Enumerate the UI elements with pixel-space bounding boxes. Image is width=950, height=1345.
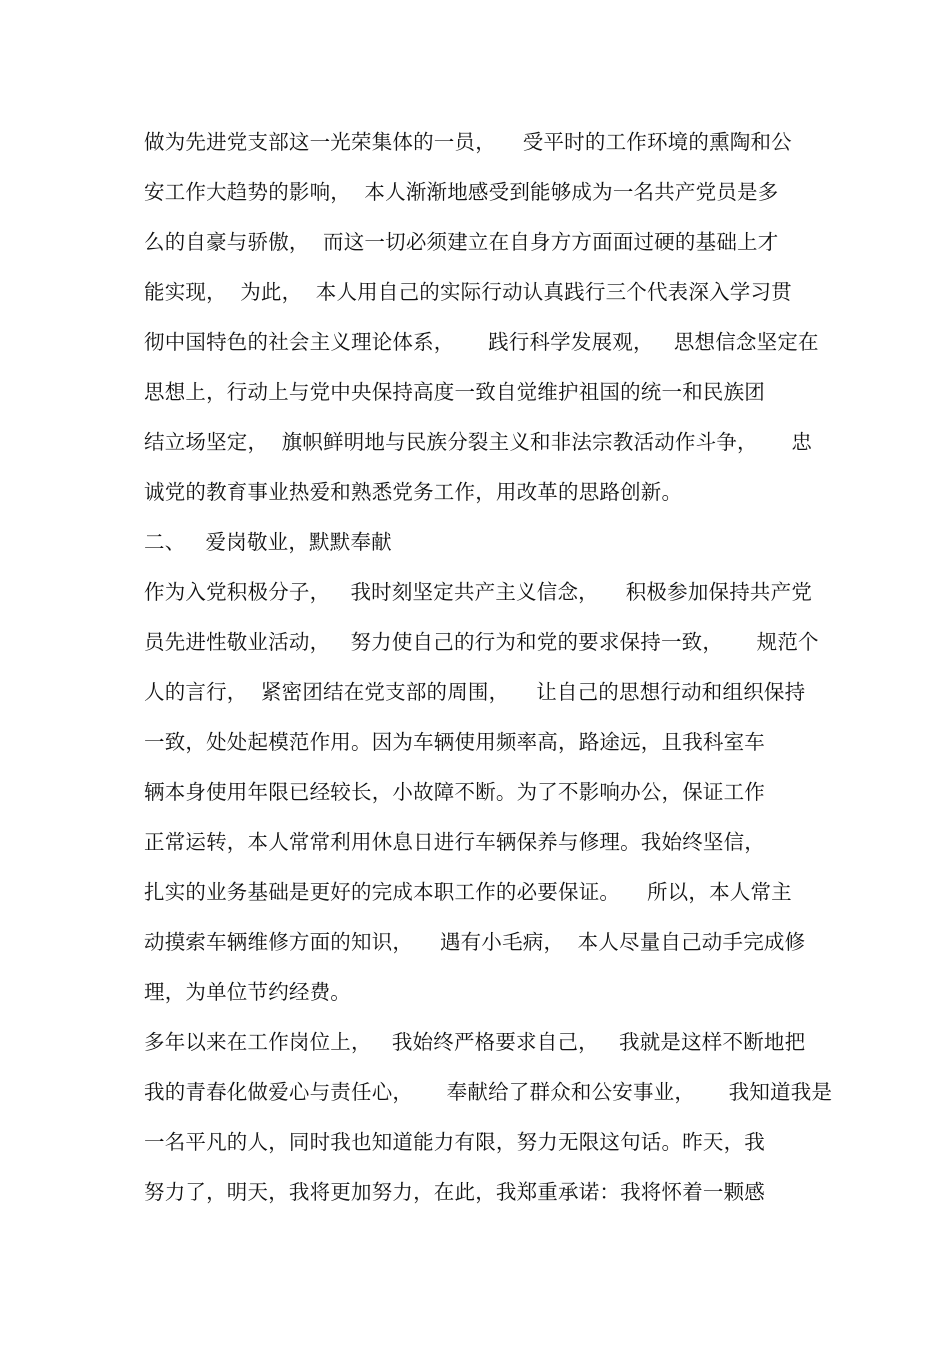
text-line: 思想上，行动上与党中央保持高度一致自觉维护祖国的统一和民族团 bbox=[144, 380, 765, 404]
text-line: 能实现， 为此， 本人用自己的实际行动认真践行三个代表深入学习贯 bbox=[144, 280, 792, 304]
text-line: 努力了，明天，我将更加努力，在此，我郑重承诺：我将怀着一颗感 bbox=[144, 1180, 765, 1204]
text-line: 多年以来在工作岗位上， 我始终严格要求自己， 我就是这样不断地把 bbox=[144, 1030, 806, 1054]
text-line: 作为入党积极分子， 我时刻坚定共产主义信念， 积极参加保持共产党 bbox=[144, 580, 813, 604]
text-line: 做为先进党支部这一光荣集体的一员， 受平时的工作环境的熏陶和公 bbox=[144, 130, 792, 154]
text-line: 我的青春化做爱心与责任心， 奉献给了群众和公安事业， 我知道我是 bbox=[144, 1080, 833, 1104]
text-line: 扎实的业务基础是更好的完成本职工作的必要保证。 所以，本人常主 bbox=[144, 880, 792, 904]
text-line: 人的言行， 紧密团结在党支部的周围， 让自己的思想行动和组织保持 bbox=[144, 680, 806, 704]
text-line: 辆本身使用年限已经较长，小故障不断。为了不影响办公，保证工作 bbox=[144, 780, 765, 804]
text-line: 诚党的教育事业热爱和熟悉党务工作，用改革的思路创新。 bbox=[144, 480, 683, 504]
text-line: 彻中国特色的社会主义理论体系， 践行科学发展观， 思想信念坚定在 bbox=[144, 330, 819, 354]
text-line: 一致，处处起模范作用。因为车辆使用频率高，路途远，且我科室车 bbox=[144, 730, 765, 754]
text-line: 正常运转，本人常常利用休息日进行车辆保养与修理。我始终坚信， bbox=[144, 830, 765, 854]
text-line: 结立场坚定， 旗帜鲜明地与民族分裂主义和非法宗教活动作斗争， 忠 bbox=[144, 430, 813, 454]
section-heading: 二、 爱岗敬业，默默奉献 bbox=[144, 530, 392, 554]
text-line: 员先进性敬业活动， 努力使自己的行为和党的要求保持一致， 规范个 bbox=[144, 630, 819, 654]
text-line: 安工作大趋势的影响， 本人渐渐地感受到能够成为一名共产党员是多 bbox=[144, 180, 779, 204]
text-line: 动摸索车辆维修方面的知识， 遇有小毛病， 本人尽量自己动手完成修 bbox=[144, 930, 806, 954]
text-line: 理，为单位节约经费。 bbox=[144, 980, 351, 1004]
text-line: 一名平凡的人，同时我也知道能力有限，努力无限这句话。昨天，我 bbox=[144, 1130, 765, 1154]
text-line: 么的自豪与骄傲， 而这一切必须建立在自身方方面面过硬的基础上才 bbox=[144, 230, 779, 254]
